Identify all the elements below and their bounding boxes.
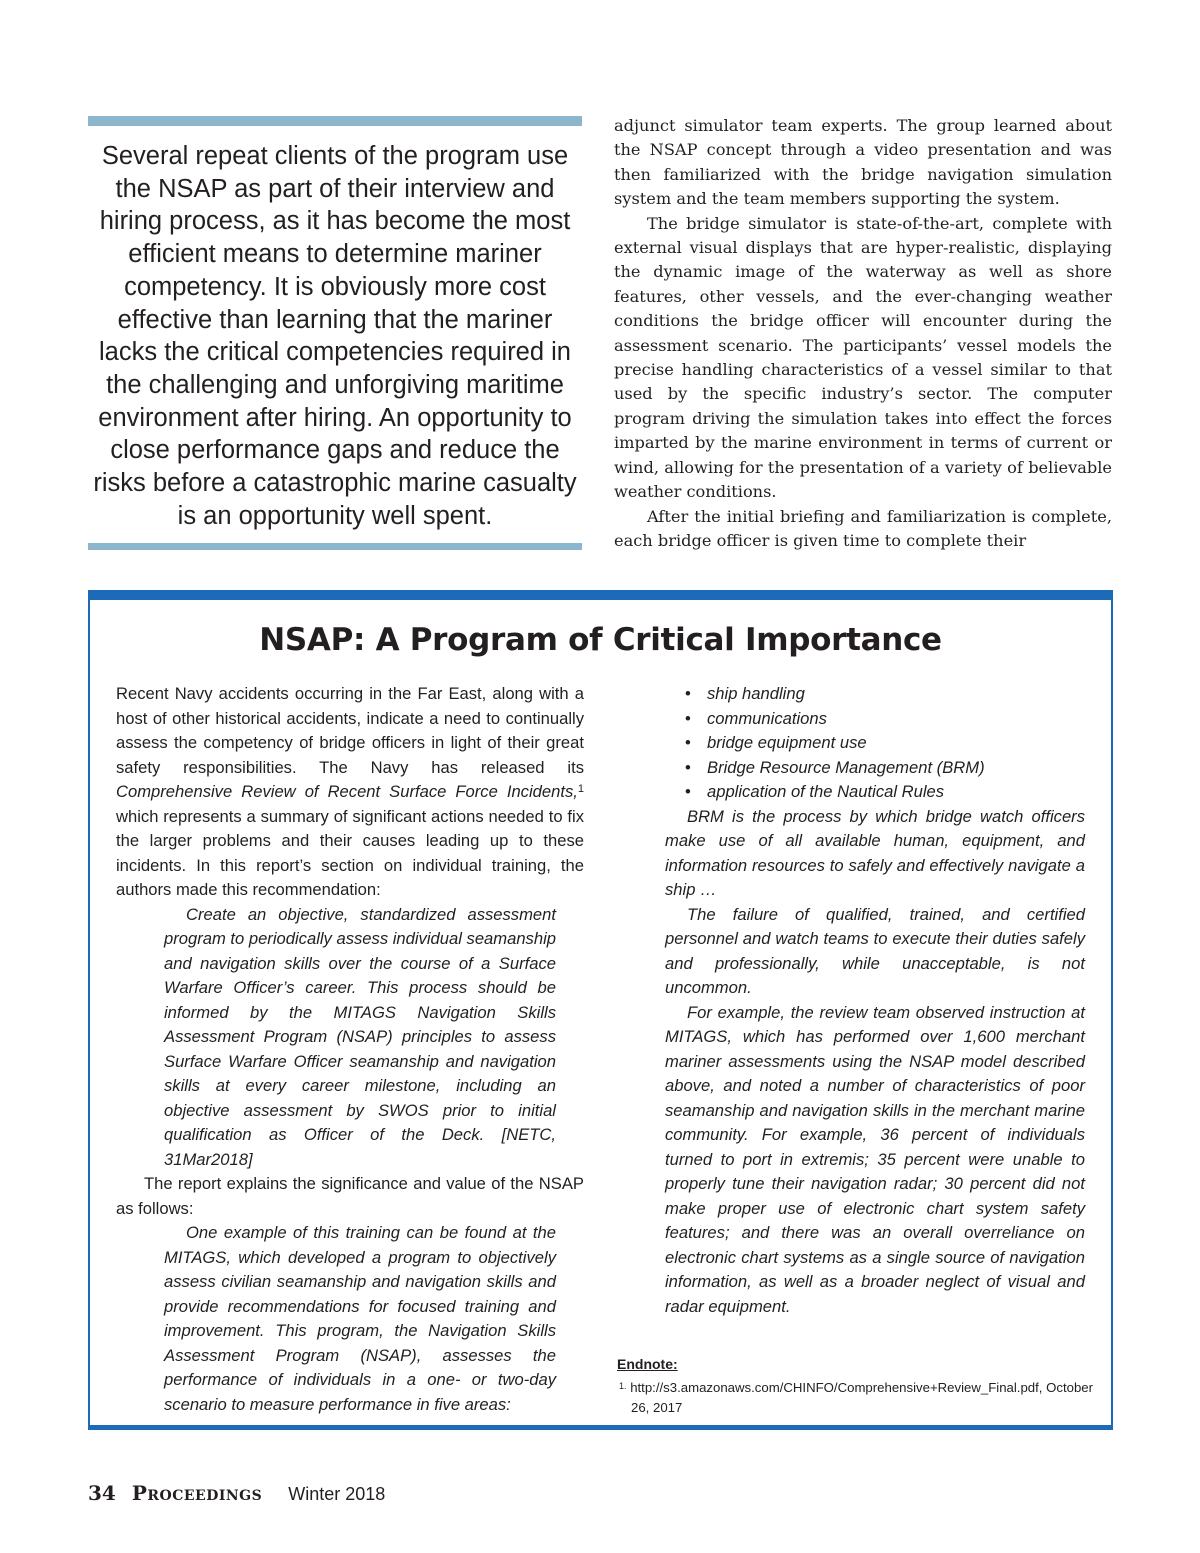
article-paragraph: After the initial briefing and familiarization is complete, each bridge officer is given time to complete their — [614, 506, 1112, 550]
list-item: • Bridge Resource Management (BRM) — [685, 756, 1085, 781]
list-item: • communications — [685, 707, 1085, 732]
sidebar-right-column — [665, 682, 1085, 1319]
sidebar-intro — [116, 682, 584, 903]
page-number: 34 — [88, 1481, 116, 1505]
intro-text: Recent Navy accidents occurring in the Far East, along with a host of other historical accidents, indicate a need to continually assess the competency of bridge officers in light of their great safety responsibilities. The Navy has released its — [116, 684, 584, 777]
list-item: • bridge equipment use — [685, 731, 1085, 756]
intro-text-cont: which represents a summary of significant actions needed to fix the larger problems and their causes leading up to these incidents. In this report’s section on individual training, the authors made this recommendation: — [116, 806, 584, 899]
endnote-citation: http://s3.amazonaws.com/CHINFO/Comprehensive+Review_Final.pdf, October 26, 2017 — [630, 1380, 1094, 1415]
report-title: Comprehensive Review of Recent Surface Force Incidents, — [116, 782, 578, 801]
block-quote-recommendation: Create an objective, standardized assessment program to periodically assess individual seamanship and navigation skills over the course of a Surface Warfare Officer’s career. This process should be informed by the MITAGS Navigation Skills Assessment Program (NSAP) principles to assess Surface Warfare Officer seamanship and navigation skills at every career milestone, including an objective assessment by SWOS prior to initial qualification as Officer of the Deck. [NETC, 31Mar2018] — [164, 904, 556, 1169]
sidebar-title: NSAP: A Program of Critical Importance — [259, 622, 942, 658]
footnote-marker: 1 — [577, 783, 584, 795]
sidebar-box — [88, 590, 1113, 1430]
quote-paragraph: For example, the review team observed instruction at MITAGS, which has performed over 1,600 merchant mariner assessments using the NSAP model described above, and noted a number of characteristics of poor seamanship and navigation skills in the merchant marine community. For example, 36 percent of individuals turned to port in extremis; 35 percent were unable to properly tune their navigation radar; 30 percent did not make proper use of electronic chart system safety features; and there was an overall overreliance on electronic chart systems as a single source of navigation information, as well as a broader neglect of visual and radar equipment. — [665, 1002, 1085, 1316]
endnote — [617, 1356, 1097, 1418]
endnote-heading: Endnote: — [617, 1356, 678, 1372]
sidebar-paragraph: The report explains the significance and value of the NSAP as follows: — [116, 1174, 584, 1218]
page-footer — [88, 1481, 385, 1505]
endnote-marker: 1. — [619, 1381, 627, 1391]
article-column-right — [614, 114, 1112, 553]
sidebar-left-column — [116, 682, 584, 1417]
block-quote-example: One example of this training can be found at the MITAGS, which developed a program to objectively assess civilian seamanship and navigation skills and provide recommendations for focused training and improvement. This program, the Navigation Skills Assessment Program (NSAP), assesses the performance of individuals in a one- or two-day scenario to measure performance in five areas: — [164, 1223, 556, 1414]
quote-paragraph: BRM is the process by which bridge watch officers make use of all available human, equipment, and information resources to safely and effectively navigate a ship … — [665, 806, 1085, 899]
pullquote: Several repeat clients of the program use the NSAP as part of their interview and hiring process, as it has become the most efficient means to determine mariner competency. It is obviously more cost effective than learning that the mariner lacks the critical competencies required in the challenging and unforgiving maritime environment after hiring. An opportunity to close performance gaps and reduce the risks before a catastrophic marine casualty is an opportunity well spent. — [93, 142, 577, 530]
list-item: • ship handling — [685, 682, 1085, 707]
magazine-name: Proceedings — [131, 1481, 263, 1505]
article-paragraph: The bridge simulator is state-of-the-art, complete with external visual displays that are hyper-realistic, displaying the dynamic image of the waterway as well as shore features, other vessels, and the ever-changing weather conditions the bridge officer will encounter during the assessment scenario. The participants’ vessel models the precise handling characteristics of a vessel similar to that used by the specific industry’s sector. The computer program driving the simulation takes into effect the forces imparted by the marine environment in terms of current or wind, allowing for the presentation of a variety of believable weather conditions. — [614, 213, 1112, 502]
quote-paragraph: The failure of qualified, trained, and certified personnel and watch teams to execute their duties safely and professionally, while unacceptable, is not uncommon. — [665, 904, 1085, 997]
endnote-text — [617, 1378, 1097, 1418]
article-paragraph: adjunct simulator team experts. The group learned about the NSAP concept through a video presentation and was then familiarized with the bridge navigation simulation system and the team members supporting the system. — [614, 116, 1112, 209]
pullquote-bottom-rule — [88, 543, 582, 550]
list-item: • application of the Nautical Rules — [685, 780, 1085, 805]
assessment-areas-list — [685, 682, 1085, 805]
pullquote-top-rule — [88, 116, 582, 126]
issue-date: Winter 2018 — [288, 1484, 386, 1504]
